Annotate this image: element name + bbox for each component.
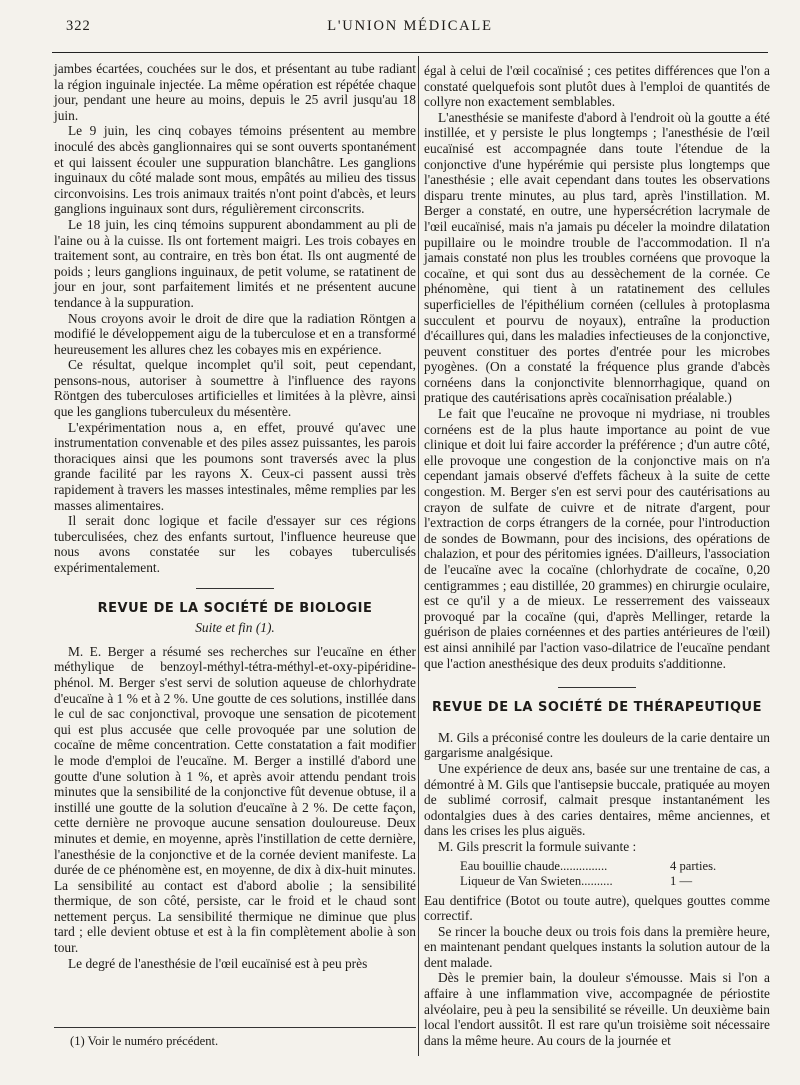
formula-row xyxy=(460,874,770,889)
footnote-rule xyxy=(54,1027,416,1028)
right-bottom-text xyxy=(424,893,770,1049)
left-column xyxy=(54,61,416,971)
journal-title: L'UNION MÉDICALE xyxy=(327,18,493,34)
paragraph: jambes écartées, couchées sur le dos, et présentant au tube radiant la région inguinale injectée. La même opération est répétée chaque jour, pendant une heure au moins, depuis le 25 avril jusqu'au 18 juin. xyxy=(54,61,416,123)
section-title-biologie: REVUE DE LA SOCIÉTÉ DE BIOLOGIE xyxy=(97,600,373,616)
section-title-therapeutique: REVUE DE LA SOCIÉTÉ DE THÉRAPEUTIQUE xyxy=(432,700,762,716)
paragraph: Le fait que l'eucaïne ne provoque ni mydriase, ni troubles cornéens est de la plus haute importance au point de vue clinique et doit lui faire accorder la préférence ; d'un autre côté, elle provoque une congestion de la conjonctive mais on n'a cependant jamais observé d'effets fâcheux à la suite de cette congestion. M. Berger s'en est servi pour des cautérisations au crayon de sulfate de cuivre et de nitrate d'argent, pour l'extraction de corps étrangers de la cornée, pour l'introduction de sondes de Bowmann, pour des incisions, des opérations de chalazion, et pour des péritomies ignées. D'ailleurs, l'association de l'eucaïne avec la cocaïne (chlorhydrate de cocaïne, 0,20 centigrammes ; eau distillée, 20 grammes) en chirurgie oculaire, est ce qu'il y a de mieux. Le resserrement des vaisseaux provoqué par la cocaïne (qui, d'après Mellinger, retarde la guérison de plaies cornéennes et des parties antérieures de l'œil) est ainsi annihilé par l'action vaso-dilatrice de l'eucaïne pendant que l'action anesthésique des deux produits s'additionne. xyxy=(424,406,770,671)
paragraph: Dès le premier bain, la douleur s'émousse. Mais si l'on a affaire à une inflammation vive, accompagnée de périostite alvéolaire, peu à peu la sensibilité se réveille. Un deuxième bain local l'endort aussitôt. Il est rare qu'un troisième soit nécessaire dans la même heure. Au cours de la journée et xyxy=(424,970,770,1048)
section-rule xyxy=(558,687,636,688)
paragraph: M. Gils a préconisé contre les douleurs de la carie dentaire un gargarisme analgésique. xyxy=(424,729,770,761)
page-number: 322 xyxy=(66,18,91,34)
paragraph: M. Gils prescrit la formule suivante : xyxy=(438,838,637,854)
right-column xyxy=(424,63,770,1048)
footnote: (1) Voir le numéro précédent. xyxy=(70,1034,219,1048)
paragraph: M. E. Berger a résumé ses recherches sur l'eucaïne en éther méthylique de benzoyl-méthyl-tétra-méthyl-et-oxy-pipéridine-phénol. M. Berger s'est servi de solution aqueuse de chlorhydrate d'eucaïne à 1 % et à 2 %. Une goutte de ces solutions, instillée dans le cul de sac conjonctival, provoque une sensation de picotement qui est plus accusée que celle provoquée par une solution de cocaïne de même concentration. Cette constatation a fait modifier le mode d'emploi de l'eucaïne. M. Berger a instillé d'abord une goutte d'une solution à 1 %, et après avoir attendu pendant trois minutes que la sensibilité de la conjonctive fût devenue obtuse, il a instillé une goutte de la solution d'eucaïne à 2 %. De cette façon, cette dernière ne provoque aucune sensation douloureuse. Deux minutes et demie, en moyenne, après l'instillation de cette dernière, l'anesthésie de la conjonctive et de la cornée devient manifeste. La durée de ce phénomène est, en moyenne, de dix à dix-huit minutes. La sensibilité au contact est d'abord abolie ; la sensibilité thermique, de son côté, persiste, car le froid et le chaud sont nettement perçus. La sensibilité thermique ne diminue que plus tard ; elle devient obtuse et est à la fin complètement abolie à son tour. xyxy=(54,643,416,956)
left-top-text xyxy=(54,61,416,576)
paragraph: Le 9 juin, les cinq cobayes témoins présentent au membre inoculé des abcès ganglionnaires qui se sont ouverts spontanément et qui laissent écouler une suppuration blanchâtre. Les ganglions inguinaux du côté malade sont mous, empâtés au milieu des tissus circonvoisins. Les trois animaux traités n'ont point d'abcès, et leurs ganglions inguinaux sont durs, régulièrement circonscrits. xyxy=(54,123,416,217)
paragraph: Le 18 juin, les cinq témoins suppurent abondamment au pli de l'aine ou à la cuisse. Ils ont fortement maigri. Les trois cobayes en traitement sont, au contraire, en très bon état. Ils ont augmenté de poids ; leurs ganglions inguinaux, de petit volume, se ratatinent de jour en jour, sont parfaitement limités et ne présentent aucune tendance à la suppuration. xyxy=(54,216,416,310)
column-divider xyxy=(418,56,419,1056)
paragraph: Il serait donc logique et facile d'essayer sur ces régions tuberculisées, chez des enfants surtout, l'influence heureuse que nous avons constatée sur les cobayes tuberculisés expérimentalement. xyxy=(54,513,416,575)
paragraph: Le degré de l'anesthésie de l'œil eucaïnisé est à peu près xyxy=(68,955,368,971)
right-top-text xyxy=(424,63,770,671)
section-subtitle: Suite et fin (1). xyxy=(195,620,275,636)
paragraph: Se rincer la bouche deux ou trois fois dans la première heure, en maintenant pendant quelques instants la solution autour de la dent malade. xyxy=(424,923,770,970)
paragraph: Ce résultat, quelque incomplet qu'il soit, peut cependant, pensons-nous, autoriser à soumettre à l'influence des rayons Röntgen des tuberculoses artificielles et limitées à la plèvre, ainsi que les ganglions tuberculeux du mésentère. xyxy=(54,357,416,420)
paragraph: L'expérimentation nous a, en effet, prouvé qu'avec une instrumentation convenable et des piles assez puissantes, les parois thoraciques ainsi que les poumons sont traversés avec la plus grande facilité par les rayons X. Ceux-ci passent aussi très rapidement à travers les masses intestinales, même remplies par les masses alimentaires. xyxy=(54,419,416,513)
paragraph: Nous croyons avoir le droit de dire que la radiation Röntgen a modifié le développement aigu de la tuberculose et en a transformé heureusement les allures chez les cobayes mis en expérience. xyxy=(54,310,416,357)
formula-ingredient: Liqueur de Van Swieten.......... xyxy=(460,873,613,888)
right-mid-text xyxy=(424,730,770,855)
formula-quantity: 4 parties. xyxy=(670,858,717,873)
paragraph: L'anesthésie se manifeste d'abord à l'endroit où la goutte a été instillée, et y persiste le plus longtemps ; l'anesthésie de l'œil eucaïnisé est accompagnée dans toute l'étendue de la conjonctive d'une hypérémie qui persiste plus longtemps que l'anesthésie ; elle avait cependant dans toutes les observations disparu trente minutes, au plus tard, après l'instillation. M. Berger a constaté, en outre, une hypersécrétion lacrymale de l'œil eucaïnisé, mais n'a jamais pu déceler la moindre dilatation pupillaire ou le moindre trouble de l'accommodation. Il n'a jamais constaté non plus les troubles cornéens que provoque la cocaïne, et qui sont dus au dessèchement de la cornée. Ce phénomène, qui tient à un ratatinement des cellules superficielles de l'épithélium cornéen (cellules à protoplasma succulent et pourvu de noyaux), entraîne la production d'écaillures qui, dans les maladies infectieuses de la conjonctive, peuvent constituer des portes d'entrée pour les microbes pyogènes. (On a constaté la fréquence plus grande d'abcès cornéens dans la conjonctivite blennorrhagique, quand on pratique des cautérisations après cocaïnisation préalable.) xyxy=(424,109,770,406)
page-header xyxy=(54,18,766,42)
formula-row xyxy=(460,859,770,874)
paragraph: Une expérience de deux ans, basée sur une trentaine de cas, a démontré à M. Gils que l'antisepsie buccale, pratiquée au moyen de sublimé corrosif, calmait presque instantanément les odontalgies dues à des caries dentaires, même anciennes, et dans les crises les plus aiguës. xyxy=(424,760,770,839)
section-rule xyxy=(196,588,274,589)
paragraph: égal à celui de l'œil cocaïnisé ; ces petites différences que l'on a constaté quelquefois sont plutôt dues à l'emploi de quantités de collyre non exactement semblables. xyxy=(424,63,770,110)
formula-quantity: 1 — xyxy=(670,873,693,888)
header-rule xyxy=(52,52,768,53)
paragraph: Eau dentifrice (Botot ou toute autre), quelques gouttes comme correctif. xyxy=(424,892,770,924)
formula-ingredient: Eau bouillie chaude............... xyxy=(460,858,608,873)
prescription-formula xyxy=(460,859,770,889)
left-bottom-text xyxy=(54,644,416,971)
